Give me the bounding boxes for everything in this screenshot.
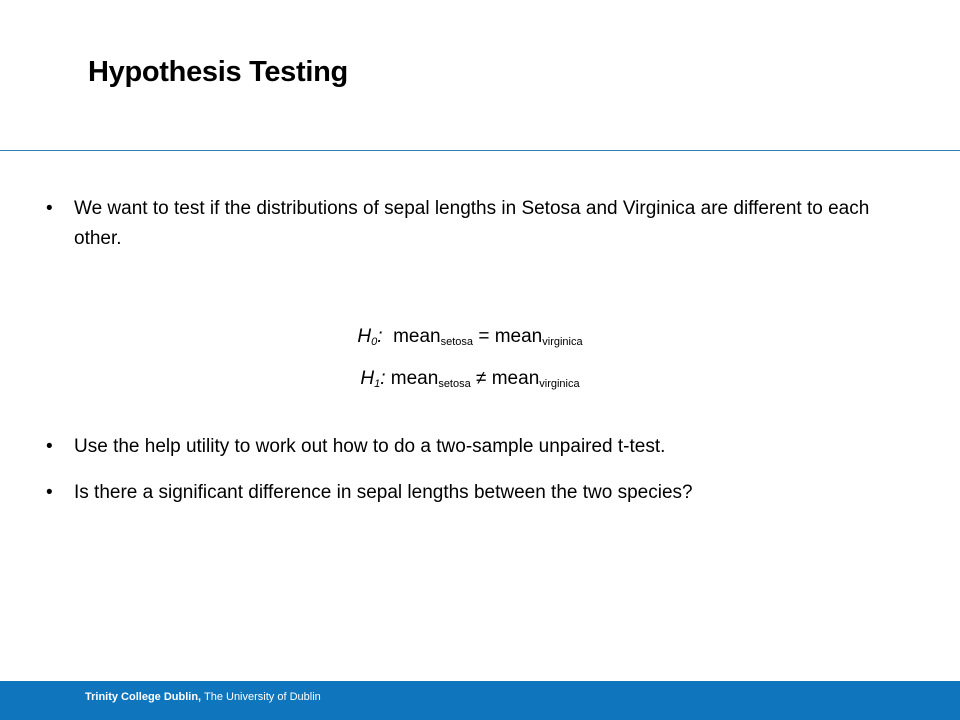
h1-right-term: mean$_{virginica}$ [491, 368, 580, 390]
footer-bar [0, 681, 960, 720]
bullet-text: Is there a significant difference in sepal lengths between the two species? [74, 482, 693, 503]
bullet-text: We want to test if the distributions of sepal lengths in Setosa and Virginica are different to each other. [74, 198, 870, 249]
bullet-item [46, 432, 876, 462]
title-divider [0, 150, 960, 151]
null-hypothesis [0, 324, 940, 355]
h0-operator: = [478, 326, 490, 347]
h1-operator: ≠ [476, 368, 487, 389]
slide-title: Hypothesis Testing [88, 56, 348, 88]
bullet-item [46, 194, 876, 254]
h1-left-term: mean$_{setosa}$ [390, 368, 471, 390]
footer-subtitle: The University of Dublin [203, 691, 321, 703]
h0-symbol: $H_0$: [357, 326, 383, 348]
bullet-dot: • [46, 436, 53, 457]
h1-symbol: $H_1$: [360, 368, 386, 390]
bullet-dot: • [46, 482, 53, 503]
bullet-item [46, 478, 876, 508]
alternative-hypothesis [0, 366, 940, 397]
footer-institution: Trinity College Dublin, [85, 691, 202, 703]
h0-left-term: mean$_{setosa}$ [393, 326, 474, 348]
h0-right-term: mean$_{virginica}$ [494, 326, 583, 348]
bullet-text: Use the help utility to work out how to do a two-sample unpaired t-test. [74, 436, 666, 457]
bullet-dot: • [46, 198, 53, 219]
footer-text [85, 691, 321, 703]
